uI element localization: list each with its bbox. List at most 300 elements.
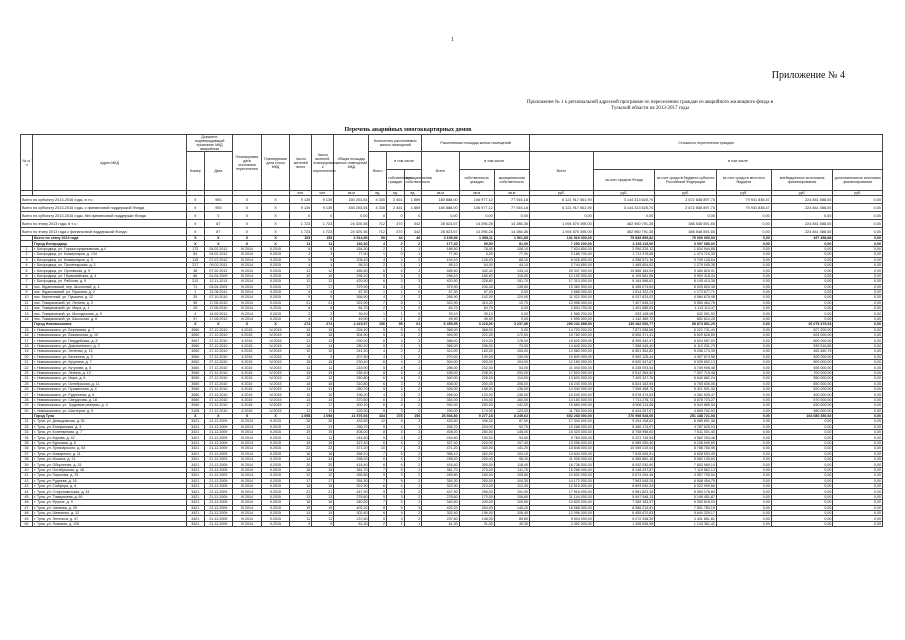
table-cell: 14 640 000,00	[529, 343, 593, 348]
table-cell: 108,10	[494, 246, 529, 251]
table-cell: г. Тула, ул. Сойфера, д. 8	[33, 483, 187, 488]
table-cell: 0,00	[833, 462, 883, 467]
table-cell: 16	[312, 381, 334, 386]
table-cell: X	[261, 322, 290, 327]
table-cell: 27.12.2010	[204, 365, 233, 370]
table-cell: II.2015	[261, 457, 290, 462]
table-cell: 12	[369, 419, 387, 424]
table-cell: 408,00	[334, 430, 369, 435]
table-cell: 2	[387, 349, 405, 354]
table-cell: 191,70	[494, 279, 529, 284]
table-cell: 16	[290, 500, 312, 505]
table-cell: 186,50	[422, 246, 459, 251]
table-cell: IV.2015	[261, 349, 290, 354]
table-cell: 0,00	[716, 289, 771, 294]
table-cell: X	[204, 322, 233, 327]
table-cell: 8 145 413,38	[655, 279, 717, 284]
table-cell: 15 380 900,00	[529, 284, 593, 289]
table-cell: IV.2014	[233, 295, 262, 300]
table-cell: 650 000,00	[771, 381, 833, 386]
table-cell: 2	[404, 435, 422, 440]
table-cell: 10 268 000,00	[529, 424, 593, 429]
table-cell: г. Тула, ул. Чапаева, д. 39	[33, 505, 187, 510]
table-cell: 104,00	[494, 359, 529, 364]
table-cell: 256,70	[334, 424, 369, 429]
table-cell: 265,80	[422, 473, 459, 478]
table-cell: 4	[369, 295, 387, 300]
table-cell: X	[186, 413, 204, 418]
table-cell: 0,00	[494, 327, 529, 332]
table-cell: 160,00	[459, 349, 494, 354]
table-cell: 2	[404, 257, 422, 262]
table-cell: 170,00	[459, 494, 494, 499]
table-cell: 19	[290, 370, 312, 375]
table-cell: 7	[369, 478, 387, 483]
table-cell: 3	[387, 408, 405, 413]
table-cell: 2	[404, 284, 422, 289]
table-cell: 0,00	[716, 392, 771, 397]
table-cell: 03.04.2009	[204, 284, 233, 289]
table-cell: 388,00	[422, 338, 459, 343]
table-cell: 07.07.2012	[204, 257, 233, 262]
table-cell: 6 543 885,94	[655, 403, 717, 408]
table-cell: 539 518,85	[771, 343, 833, 348]
table-cell: II.2015	[261, 306, 290, 311]
table-cell: 21.12.2009	[204, 521, 233, 526]
table-cell: 366,10	[334, 451, 369, 456]
table-cell: 13	[312, 424, 334, 429]
table-cell: 0,00	[716, 273, 771, 278]
table-cell: 294,10	[334, 327, 369, 332]
table-cell: 6	[369, 483, 387, 488]
table-cell: 3060	[186, 327, 204, 332]
table-cell: 0,00	[833, 478, 883, 483]
table-cell: 2	[404, 392, 422, 397]
table-cell: 7	[369, 467, 387, 472]
table-cell: 150 203,54	[334, 204, 369, 212]
table-cell: 39,10	[422, 311, 459, 316]
table-cell: 0	[404, 311, 422, 316]
table-cell: 0,00	[771, 262, 833, 267]
table-cell: 400 000,00	[771, 354, 833, 359]
table-cell: 0,00	[833, 376, 883, 381]
table-cell: 150 203,54	[334, 196, 369, 204]
col-area-total: Всего	[422, 152, 459, 191]
table-cell: 15	[290, 359, 312, 364]
table-cell: 15 760 000,00	[529, 333, 593, 338]
table-cell: 6	[369, 284, 387, 289]
table-cell: 302,40	[422, 510, 459, 515]
table-cell: 13	[312, 494, 334, 499]
table-cell: 6	[312, 306, 334, 311]
table-cell: 4 562 254,46	[655, 435, 717, 440]
table-cell: 0,00	[716, 306, 771, 311]
table-cell: 322,90	[334, 300, 369, 305]
table-cell: 106,40	[494, 510, 529, 515]
table-cell: 276 998 928,00	[593, 413, 655, 418]
table-cell: II.2015	[233, 359, 262, 364]
table-cell: 2	[404, 440, 422, 445]
table-cell: 6	[290, 306, 312, 311]
table-cell: 3	[21, 257, 33, 262]
table-cell: 39,10	[459, 311, 494, 316]
table-cell: 4	[387, 359, 405, 364]
table-cell: X	[261, 220, 290, 228]
table-cell: 5	[387, 467, 405, 472]
table-cell: 19	[290, 505, 312, 510]
table-cell: г. Новомосковск, ул. Кукунина, д. 7	[33, 359, 187, 364]
table-cell: 7 501 780,19	[655, 505, 717, 510]
table-cell: II.2015	[261, 478, 290, 483]
table-cell: 205,10	[334, 257, 369, 262]
table-cell: 244,60	[422, 435, 459, 440]
table-cell: 10	[312, 349, 334, 354]
table-cell: II.2015	[261, 473, 290, 478]
table-cell: 0,00	[833, 338, 883, 343]
table-cell: 112,90	[494, 483, 529, 488]
table-cell: 9 504 000,00	[529, 516, 593, 521]
table-cell: 194,00	[459, 397, 494, 402]
table-cell: 104,30	[494, 478, 529, 483]
table-cell: 11	[312, 365, 334, 370]
table-cell: 17 520 000,00	[529, 370, 593, 375]
table-cell: 89,60	[494, 516, 529, 521]
table-cell: 3421	[186, 467, 204, 472]
table-cell: 0,00	[334, 212, 369, 220]
table-cell: 0,00	[771, 500, 833, 505]
table-cell: 4	[312, 289, 334, 294]
table-cell: г. Новомосковск, ул. Рудничная, д. 6	[33, 392, 187, 397]
table-cell: II.2015	[261, 262, 290, 267]
table-cell: 20	[290, 462, 312, 467]
table-cell: 34	[21, 435, 33, 440]
table-cell: 16	[290, 381, 312, 386]
table-cell: 10	[21, 295, 33, 300]
table-cell: 7 624 800,00	[529, 246, 593, 251]
table-cell: 21.12.2009	[204, 430, 233, 435]
table-cell: 6 608 454,75	[655, 478, 717, 483]
table-cell: 224 841 088,00	[771, 204, 833, 212]
table-cell: 75 000 000,00	[655, 236, 717, 241]
rows-body	[21, 236, 883, 527]
table-cell: II.2015	[261, 440, 290, 445]
table-cell: 3	[387, 386, 405, 391]
table-cell: 8 085 891,38	[655, 419, 717, 424]
table-cell: 9	[312, 295, 334, 300]
table-cell: 10 240 000,00	[529, 392, 593, 397]
table-cell: 6 925 825,36	[655, 284, 717, 289]
table-cell: 294,00	[422, 408, 459, 413]
table-cell: 346,00	[459, 419, 494, 424]
table-cell: IV.2014	[233, 478, 262, 483]
table-cell: 0,00	[494, 306, 529, 311]
table-cell: 188,00	[459, 386, 494, 391]
table-cell: 8 354 176,84	[655, 489, 717, 494]
table-cell: 2	[404, 295, 422, 300]
table-cell: 3 159,96	[422, 236, 459, 241]
table-cell: 1 094 570 395,00	[529, 220, 593, 228]
table-cell: IV.2014	[233, 424, 262, 429]
table-cell: 154,30	[334, 246, 369, 251]
table-cell: 0,00	[833, 473, 883, 478]
table-cell: г. Богородицк, ул. Коммунаров, д. 134	[33, 252, 187, 257]
col-area: Общая площадь жилых помещений МКД	[334, 135, 369, 191]
table-cell: 0,00	[716, 212, 771, 220]
table-cell: 1 491 586,53	[593, 306, 655, 311]
table-cell: 7 711 276,73	[593, 397, 655, 402]
table-cell: 5	[21, 268, 33, 273]
table-cell: 18	[312, 467, 334, 472]
table-cell: г. Тула, ул. Ложевая, д. 126	[33, 521, 187, 526]
table-cell: 2	[369, 521, 387, 526]
table-cell: 15 268 000,00	[529, 467, 593, 472]
table-cell: 54,00	[494, 365, 529, 370]
table-cell: X	[233, 204, 262, 212]
table-cell: 7 250 200,00	[529, 241, 593, 246]
table-cell: 0,00	[833, 252, 883, 257]
table-cell: 6 455,95	[422, 322, 459, 327]
table-cell: 452 460,79	[771, 349, 833, 354]
table-cell: 7	[21, 279, 33, 284]
table-cell: 26	[21, 386, 33, 391]
table-cell: 2	[369, 306, 387, 311]
table-cell: 46	[404, 236, 422, 241]
table-cell: 15	[312, 440, 334, 445]
table-cell: 24 320,36	[334, 220, 369, 228]
table-cell: 5	[290, 521, 312, 526]
table-cell: 7 307 715,48	[655, 370, 717, 375]
table-cell: 5 674 294,46	[593, 473, 655, 478]
table-cell: 2	[404, 273, 422, 278]
table-cell: 9 277,18	[459, 413, 494, 418]
table-cell: 1	[387, 289, 405, 294]
table-cell: 0,00	[716, 300, 771, 305]
table-cell: 120,00	[494, 408, 529, 413]
table-cell: 8 395 442,97	[593, 338, 655, 343]
table-cell: 1	[369, 289, 387, 294]
table-cell: II.2015	[261, 424, 290, 429]
table-cell: 0,00	[771, 295, 833, 300]
table-cell: г. Тула, ул. Луначарского, д. 54	[33, 446, 187, 451]
table-cell: 71	[186, 284, 204, 289]
table-cell: 224 841 088,00	[771, 228, 833, 236]
table-cell: 0,00	[459, 212, 494, 220]
table-cell: 21.12.2009	[204, 510, 233, 515]
table-cell: 1 094 570 395,00	[529, 228, 593, 236]
table-cell: 5	[387, 268, 405, 273]
table-cell: 5 421 501,30	[655, 386, 717, 391]
table-cell: 0	[369, 212, 387, 220]
table-cell: 0,00	[716, 370, 771, 375]
table-cell: 2	[404, 473, 422, 478]
table-cell: 28 523,57	[422, 220, 459, 228]
table-cell: 67,30	[334, 289, 369, 294]
table-cell: 20 347 000,00	[529, 268, 593, 273]
table-cell: 0,00	[771, 252, 833, 257]
table-cell: 49	[21, 516, 33, 521]
table-cell: 237,60	[334, 516, 369, 521]
table-cell: II.2015	[233, 327, 262, 332]
table-cell: 3106	[186, 408, 204, 413]
table-cell: 44	[21, 489, 33, 494]
table-cell: 15	[290, 483, 312, 488]
table-cell: II.2015	[233, 343, 262, 348]
table-cell: 64,70	[334, 306, 369, 311]
table-cell: 304,00	[422, 359, 459, 364]
table-cell: 3	[404, 397, 422, 402]
table-cell: 0,00	[833, 316, 883, 321]
table-cell: 3	[387, 397, 405, 402]
table-cell: 9 139	[290, 204, 312, 212]
table-cell: 0,00	[716, 338, 771, 343]
table-cell: 196,00	[459, 510, 494, 515]
table-cell: 67,30	[422, 289, 459, 294]
table-cell: 8	[369, 268, 387, 273]
table-cell: 433,50	[334, 419, 369, 424]
table-cell: 16 088 000,00	[529, 505, 593, 510]
table-cell: чел.	[290, 191, 312, 196]
col-rooms-in-that: в том числе	[387, 152, 422, 170]
table-cell: 1 598,11	[459, 236, 494, 241]
table-cell: 153	[312, 236, 334, 241]
table-cell: 26	[312, 419, 334, 424]
table-cell: 232,00	[459, 365, 494, 370]
table-cell: II.2015	[233, 386, 262, 391]
table-cell: 0,00	[833, 451, 883, 456]
table-cell: 21.12.2009	[204, 440, 233, 445]
table-cell: 0,00	[716, 430, 771, 435]
table-cell: X	[261, 413, 290, 418]
table-cell: IV.2014	[233, 435, 262, 440]
table-cell: 115	[186, 257, 204, 262]
table-cell: 10	[290, 273, 312, 278]
table-cell: 0,00	[833, 279, 883, 284]
table-cell: г. Тула, ул. Фрунзе, д. 9	[33, 500, 187, 505]
table-cell: 0,00	[716, 262, 771, 267]
table-cell: 1	[404, 246, 422, 251]
table-cell: 1 561,85	[494, 236, 529, 241]
table-cell: 95	[387, 322, 405, 327]
table-cell: 3421	[186, 473, 204, 478]
table-cell: 15	[21, 327, 33, 332]
table-cell: 3 186 700,00	[529, 252, 593, 257]
col-cost-fund: за счет средств Фонда	[593, 170, 655, 191]
table-cell: 3421	[186, 451, 204, 456]
table-cell: 138,00	[494, 386, 529, 391]
table-cell: 278	[387, 413, 405, 418]
table-cell: 5 550 464,76	[655, 300, 717, 305]
table-cell: 148,00	[494, 430, 529, 435]
table-cell: 237,60	[422, 516, 459, 521]
table-cell: 27	[21, 392, 33, 397]
table-cell: 21	[290, 489, 312, 494]
table-cell: 379,90	[422, 284, 459, 289]
table-cell: IV.2014	[233, 306, 262, 311]
table-cell: 3060	[186, 386, 204, 391]
table-cell: 12	[290, 279, 312, 284]
table-cell: 326,00	[422, 386, 459, 391]
table-cell: 3 218,06	[459, 322, 494, 327]
table-cell: 3	[404, 381, 422, 386]
table-cell: 5	[312, 521, 334, 526]
table-cell: Всего по этапу 2013 года с финансовой поддержкой Фонда	[21, 228, 187, 236]
table-cell: 4	[369, 257, 387, 262]
table-cell: 3060	[186, 403, 204, 408]
table-cell: чел.	[312, 191, 334, 196]
table-cell: 0,00	[833, 397, 883, 402]
table-cell: II.2015	[261, 273, 290, 278]
table-cell: 0,00	[716, 220, 771, 228]
table-cell: 27.12.2010	[204, 408, 233, 413]
table-cell: 386 548 591,65	[655, 228, 717, 236]
table-cell: г. Богородицк, ул. Орловская, д. 9	[33, 268, 187, 273]
table-cell: X	[261, 236, 290, 241]
table-cell: 21.12.2009	[204, 516, 233, 521]
table-cell: 0,00	[771, 316, 833, 321]
table-cell: 230,40	[334, 359, 369, 364]
table-cell: 3	[404, 419, 422, 424]
table-cell: 2	[404, 462, 422, 467]
table-cell: 2	[404, 516, 422, 521]
table-cell: 200,00	[494, 370, 529, 375]
table-cell: 0	[204, 212, 233, 220]
table-cell: пос. Товарковский, ул. Мира, д. 1	[33, 306, 187, 311]
table-cell: 12 916 000,00	[529, 483, 593, 488]
table-cell: 224 841 088,00	[771, 220, 833, 228]
table-cell: 322,90	[334, 483, 369, 488]
table-cell: 5	[387, 327, 405, 332]
table-cell: 2	[404, 386, 422, 391]
table-cell: 322,90	[422, 300, 459, 305]
table-cell: 0	[404, 306, 422, 311]
table-cell: 148,00	[459, 516, 494, 521]
table-cell: 90	[369, 236, 387, 241]
table-cell: 130,00	[494, 354, 529, 359]
table-cell: II.2015	[261, 483, 290, 488]
table-cell: 1 465 804,62	[593, 262, 655, 267]
table-cell: 394,00	[422, 333, 459, 338]
table-cell: 17	[312, 403, 334, 408]
table-cell: 5 993 318,44	[655, 273, 717, 278]
table-cell: 17 340 000,00	[529, 419, 593, 424]
table-cell: 0,00	[716, 403, 771, 408]
table-cell: II.2015	[233, 349, 262, 354]
table-cell: 17	[290, 403, 312, 408]
table-cell: 6	[369, 381, 387, 386]
table-cell: X	[204, 241, 233, 246]
col-cost-in-that: в том числе	[593, 152, 882, 170]
table-cell: 14.03.2012	[204, 311, 233, 316]
table-cell: X	[261, 196, 290, 204]
table-cell: 342	[404, 228, 422, 236]
table-cell: 0,00	[716, 349, 771, 354]
table-cell: 240,40	[459, 284, 494, 289]
table-cell: 12	[290, 268, 312, 273]
table-cell: г. Тула, ул. Оборонная, д. 15	[33, 462, 187, 467]
table-cell: 13	[21, 311, 33, 316]
table-cell: 4	[290, 316, 312, 321]
table-cell: 98,20	[494, 457, 529, 462]
table-cell: 6 455 670,83	[593, 510, 655, 515]
table-cell: 5 072 338,39	[593, 516, 655, 521]
table-cell: 0,00	[833, 311, 883, 316]
table-cell: IV.2015	[261, 327, 290, 332]
table-cell: 6	[369, 510, 387, 515]
table-cell: г. Новомосковск, ул. Октябрьская, д. 11	[33, 381, 187, 386]
table-cell: 0,00	[771, 419, 833, 424]
table-cell: II.2015	[261, 257, 290, 262]
table-cell: II.2015	[261, 268, 290, 273]
